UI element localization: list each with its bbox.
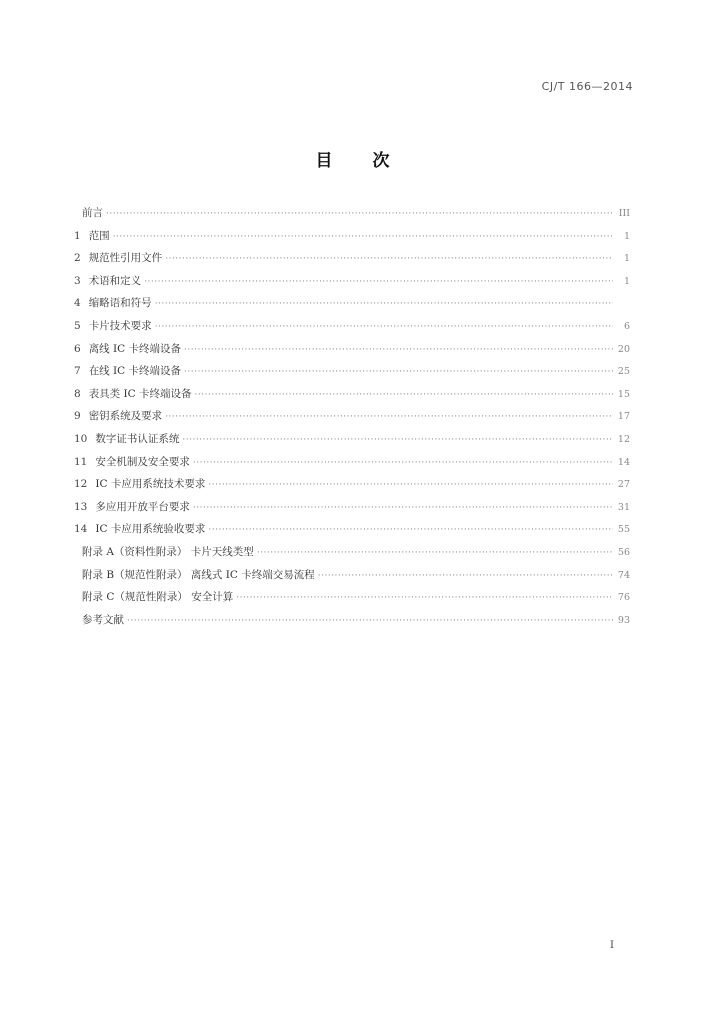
toc-title	[0, 146, 705, 171]
toc-entry-page: 55	[617, 524, 630, 536]
toc-entry-number: 3	[74, 274, 81, 287]
toc-entry-label: 离线 IC 卡终端设备	[88, 342, 182, 355]
toc-entry-annex-b[interactable]	[74, 567, 630, 590]
toc-entry-number: 7	[74, 365, 81, 378]
toc-entry-number: 12	[74, 478, 88, 491]
toc-entry-label: 范围	[88, 229, 110, 242]
toc-entry-label: 附录 B（规范性附录） 离线式 IC 卡终端交易流程	[82, 568, 315, 581]
toc-entry-label: 参考文献	[82, 613, 124, 626]
toc-entry-11[interactable]	[74, 454, 630, 477]
toc-entry-label: 附录 A（资料性附录） 卡片天线类型	[82, 545, 254, 558]
toc-leader-dots	[113, 232, 613, 242]
toc-leader-dots	[106, 209, 613, 219]
toc-entry-label: 在线 IC 卡终端设备	[88, 365, 182, 378]
toc-entry-6[interactable]	[74, 341, 630, 364]
toc-title-char-2: 次	[372, 151, 390, 171]
toc-entry-2[interactable]	[74, 250, 630, 273]
toc-entry-page: 17	[617, 411, 630, 423]
toc-entry-number: 14	[74, 523, 88, 536]
toc-entry-number: 5	[74, 319, 81, 332]
toc-entry-number: 2	[74, 252, 81, 265]
toc-entry-label: 附录 C（规范性附录） 安全计算	[82, 591, 234, 604]
standard-code: CJ/T 166—2014	[541, 80, 633, 93]
toc-entry-page: 31	[617, 501, 630, 513]
toc-entry-page: 25	[617, 366, 630, 378]
toc-entry-13[interactable]	[74, 499, 630, 522]
toc-entry-label: 多应用开放平台要求	[95, 500, 190, 513]
toc-leader-dots	[165, 412, 613, 422]
toc-entry-label: 密钥系统及要求	[88, 410, 163, 423]
toc-entry-references[interactable]	[74, 612, 630, 635]
toc-leader-dots	[236, 593, 613, 603]
toc-entry-number: 4	[74, 297, 81, 310]
toc-leader-dots	[155, 322, 613, 332]
toc-entry-label: IC 卡应用系统验收要求	[95, 523, 206, 536]
toc-entry-page: 76	[617, 592, 630, 604]
toc-leader-dots	[195, 390, 613, 400]
toc-entry-page: 27	[617, 479, 630, 491]
toc-entry-4[interactable]	[74, 295, 630, 318]
toc-entry-page: 1	[623, 275, 630, 287]
page-number: I	[610, 940, 614, 951]
toc-entry-8[interactable]	[74, 386, 630, 409]
toc-leader-dots	[184, 345, 613, 355]
toc-entry-label: 前言	[82, 207, 103, 219]
toc-entry-label: 数字证书认证系统	[95, 432, 180, 445]
toc-entry-page: 14	[617, 456, 630, 468]
table-of-contents	[74, 205, 630, 634]
toc-entry-12[interactable]	[74, 476, 630, 499]
toc-leader-dots	[144, 277, 613, 287]
toc-entry-number: 9	[74, 410, 81, 423]
toc-entry-page: 56	[617, 546, 630, 558]
toc-entry-page: III	[618, 208, 630, 219]
toc-leader-dots	[193, 503, 613, 513]
toc-leader-dots	[318, 571, 613, 581]
toc-entry-label: 术语和定义	[88, 274, 142, 287]
toc-entry-number: 11	[74, 455, 88, 468]
toc-leader-dots	[193, 458, 613, 468]
toc-entry-page: 20	[617, 343, 630, 355]
toc-entry-5[interactable]	[74, 318, 630, 341]
toc-leader-dots	[165, 254, 613, 264]
toc-entry-7[interactable]	[74, 363, 630, 386]
toc-entry-number: 6	[74, 342, 81, 355]
toc-entry-page: 93	[617, 614, 630, 626]
toc-entry-1[interactable]	[74, 228, 630, 251]
toc-entry-page: 1	[623, 253, 630, 265]
toc-entry-annex-c[interactable]	[74, 589, 630, 612]
toc-entry-number: 1	[74, 229, 81, 242]
toc-leader-dots	[127, 616, 613, 626]
toc-entry-number: 13	[74, 500, 88, 513]
toc-entry-label: 卡片技术要求	[88, 319, 152, 332]
toc-entry-10[interactable]	[74, 431, 630, 454]
toc-entry-label: 安全机制及安全要求	[95, 455, 190, 468]
toc-entry-number: 10	[74, 432, 88, 445]
toc-entry-page: 1	[623, 230, 630, 242]
toc-entry-number: 8	[74, 387, 81, 400]
toc-leader-dots	[182, 435, 613, 445]
toc-entry-foreword[interactable]	[74, 205, 630, 228]
toc-entry-page: 15	[617, 388, 630, 400]
toc-entry-3[interactable]	[74, 273, 630, 296]
toc-entry-label: 表具类 IC 卡终端设备	[88, 387, 192, 400]
toc-entry-9[interactable]	[74, 408, 630, 431]
toc-leader-dots	[208, 525, 613, 535]
toc-entry-annex-a[interactable]	[74, 544, 630, 567]
toc-leader-dots	[155, 299, 613, 309]
toc-leader-dots	[257, 548, 613, 558]
toc-entry-14[interactable]	[74, 521, 630, 544]
toc-entry-label: 规范性引用文件	[88, 252, 163, 265]
toc-entry-page: 12	[617, 433, 630, 445]
toc-leader-dots	[184, 367, 613, 377]
toc-entry-label: 缩略语和符号	[88, 297, 152, 310]
toc-entry-page: 6	[623, 320, 630, 332]
toc-entry-label: IC 卡应用系统技术要求	[95, 478, 206, 491]
toc-title-char-1: 目	[315, 151, 333, 171]
toc-leader-dots	[208, 480, 613, 490]
toc-entry-page: 74	[617, 569, 630, 581]
